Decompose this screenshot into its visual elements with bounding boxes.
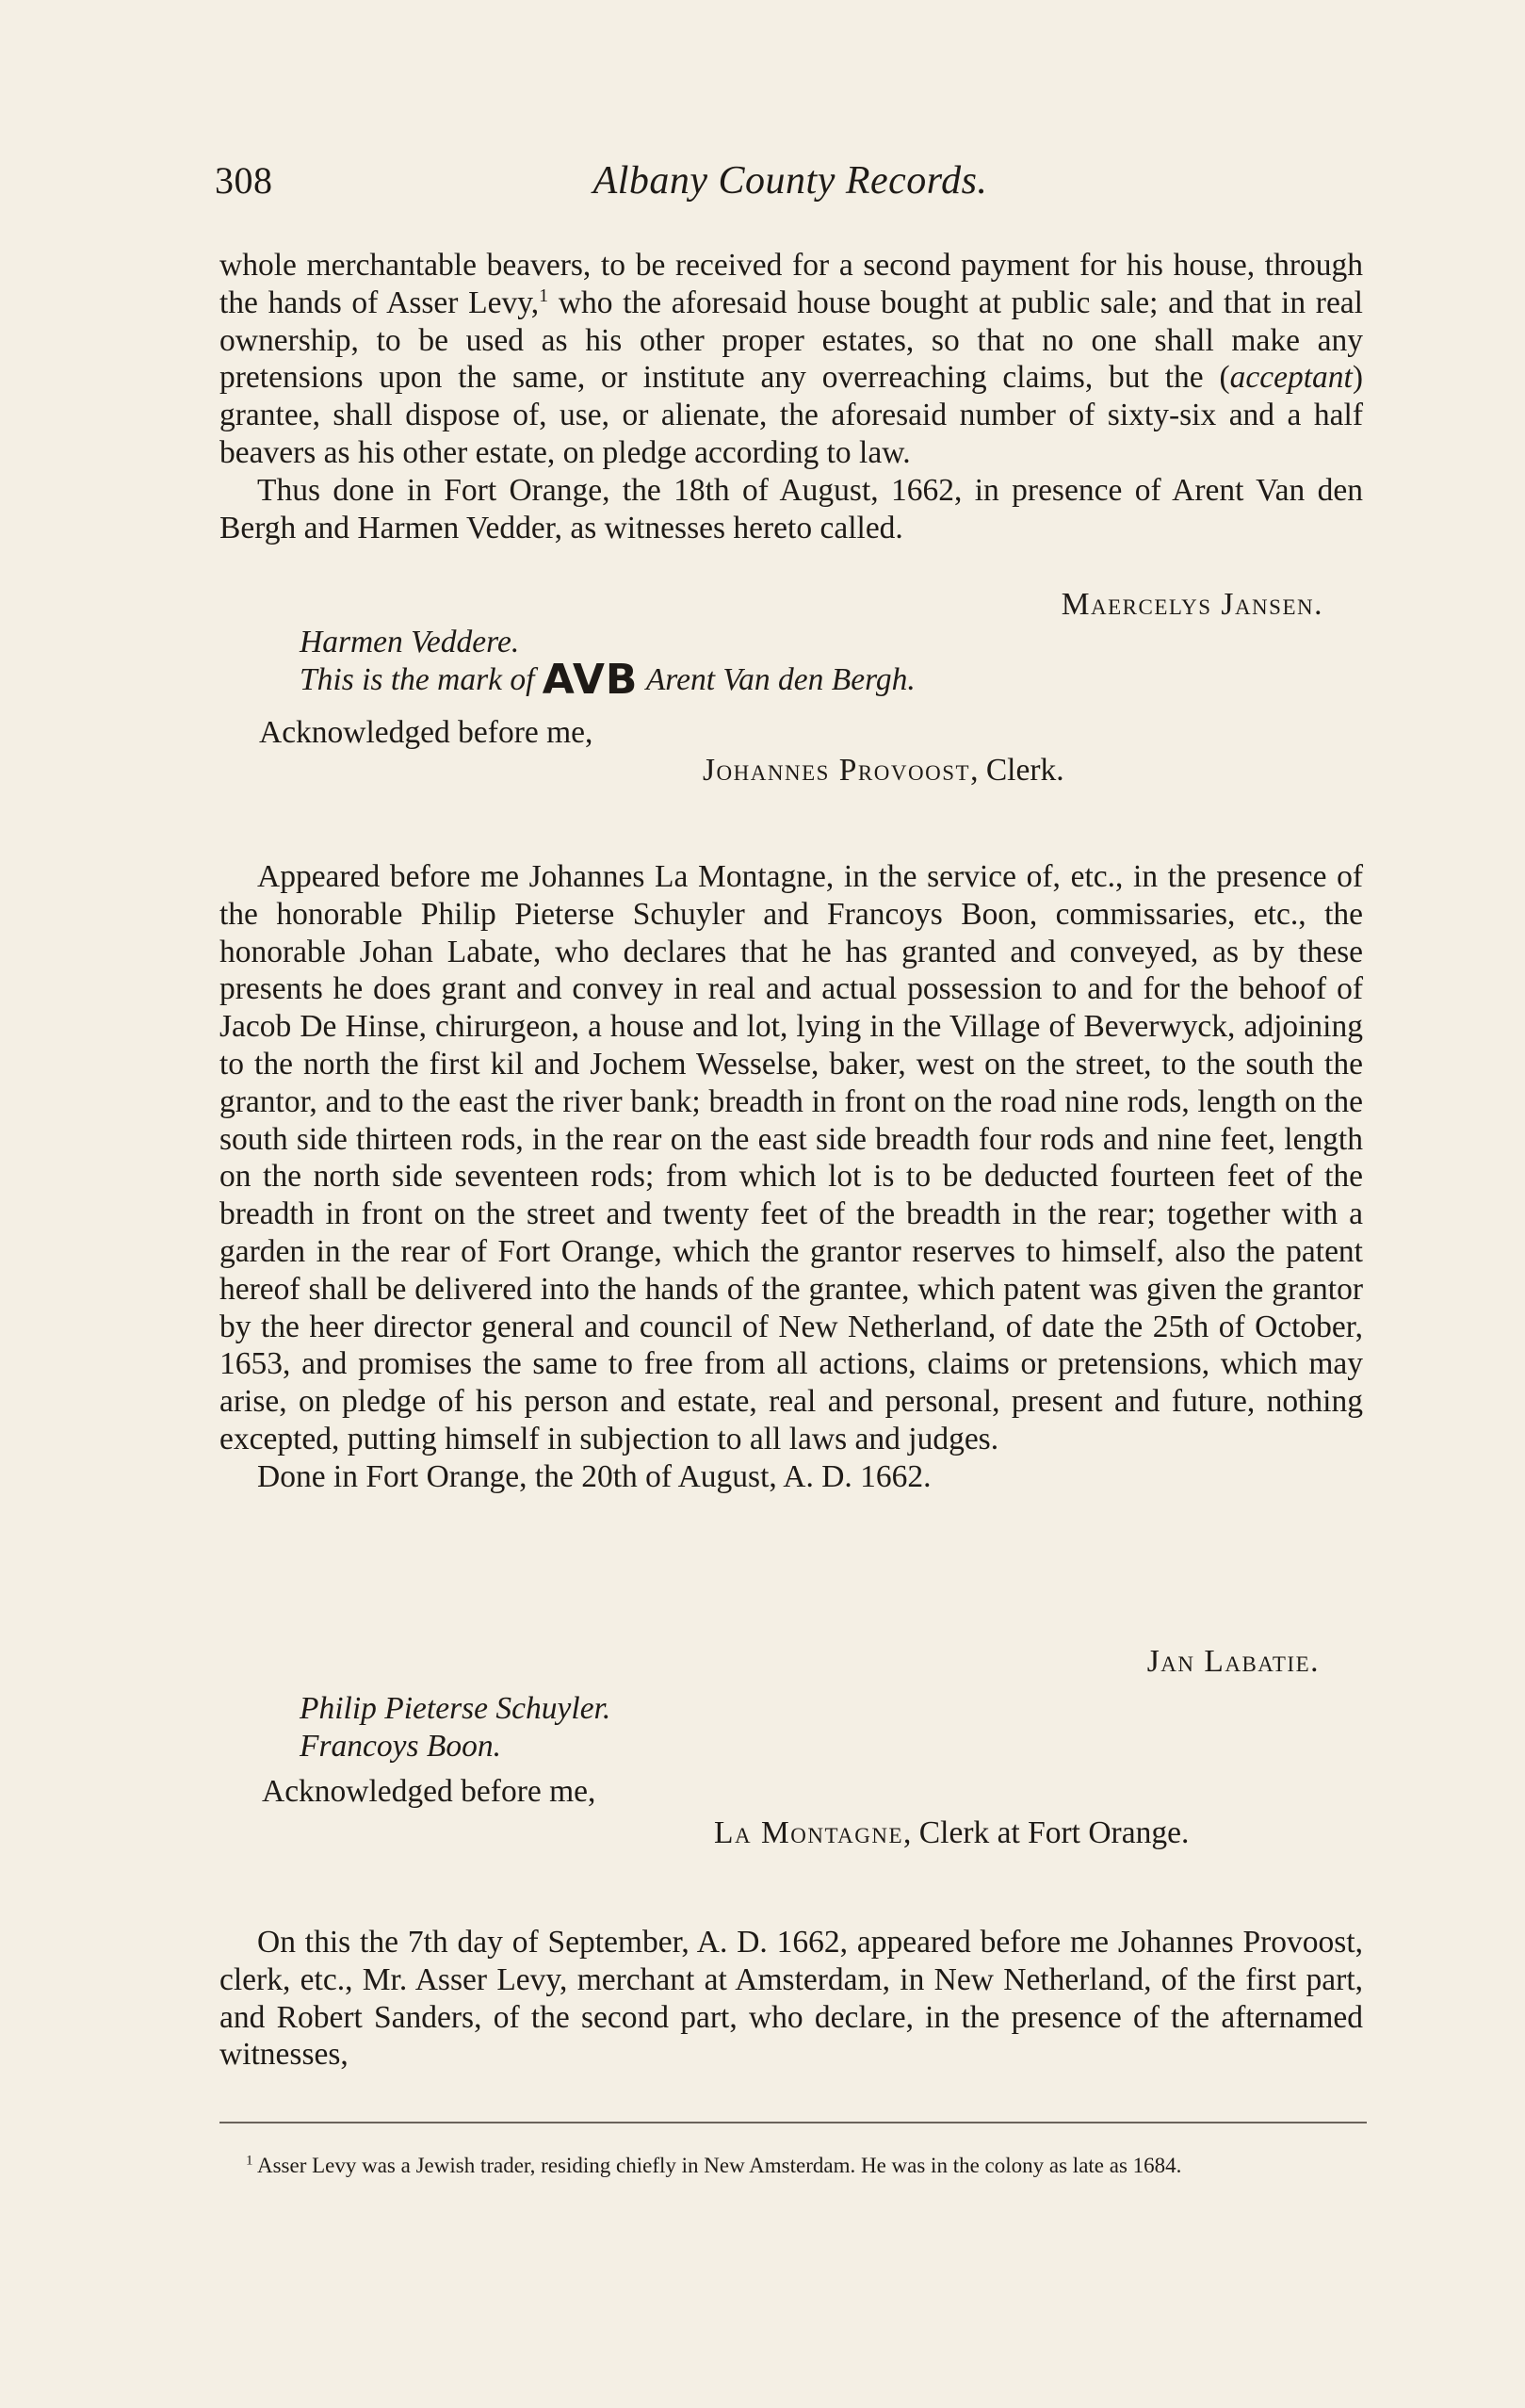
deed-1-witness-1: Harmen Veddere. [300,625,520,659]
deed-2-clerk-title: , Clerk at Fort Orange. [903,1815,1190,1850]
deed-1-body [219,247,1363,546]
deed-2-body [219,858,1363,1496]
deed-1-done: Thus done in Fort Orange, the 18th of August, 1662, in presence of Arent Van den Bergh and Harmen Vedder, as witnesses hereto called. [219,472,1363,545]
footnote-rule [219,2122,1367,2123]
page-number: 308 [215,159,273,202]
acceptant-term: acceptant [1229,360,1353,396]
deed-2-done: Done in Fort Orange, the 20th of August, A. D. 1662. [257,1458,932,1494]
deed-1-clerk-title: , Clerk. [970,753,1064,788]
deed-3-text: On this the 7th day of September, A. D. 1662, appeared before me Johannes Provoost, clerk, etc., Mr. Asser Levy, merchant at Amsterdam, in New Netherland, of the first part, and Robert Sanders, of the second part, who declare, in the presence of the afternamed witnesses, [219,1925,1363,2073]
deed-1-clerk [703,752,1064,789]
deed-1-acknowledged: Acknowledged before me, [259,715,593,750]
deed-2-clerk [714,1814,1189,1852]
footnote-marker: 1 [246,2153,253,2169]
deed-1-text-end: ) grantee, shall dispose of, use, or alienate, the aforesaid number of sixty-six and a half beavers as his other estate, on pledge according to law. [219,360,1363,470]
deed-2-acknowledged: Acknowledged before me, [262,1774,596,1809]
avb-mark: AVB [542,656,639,704]
deed-2-witness-2: Francoys Boon. [300,1729,501,1764]
deed-3-body [219,1924,1363,2074]
mark-name: Arent Van den Bergh. [645,662,916,697]
deed-1-witness-2 [300,656,916,704]
deed-2-witness-1: Philip Pieterse Schuyler. [300,1691,611,1726]
running-head: Albany County Records. [592,159,988,203]
page-header [215,158,1366,215]
deed-2-clerk-name: La Montagne [714,1815,904,1850]
mark-intro: This is the mark of [300,662,535,697]
footnote-reference[interactable]: 1 [539,285,549,306]
deed-1-clerk-name: Johannes Provoost [703,753,971,788]
deed-1-text-cont: who the aforesaid house bought at public sale; and that in real ownership, to be used as his other proper estates, so that no one shall make any pretensions upon the same, or institute any overreaching claims, but the ( [219,285,1363,396]
deed-2-signer: Jan Labatie. [1146,1644,1320,1679]
deed-1-text: whole merchantable beavers, to be received for a second payment for his house, through the hands of Asser Levy, [219,248,1363,320]
footnote-text: Asser Levy was a Jewish trader, residing chiefly in New Amsterdam. He was in the colony as late as 1684. [252,2154,1182,2177]
footnote [219,2155,1371,2176]
deed-1-signer: Maercelys Jansen. [1061,587,1323,622]
deed-2-text: Appeared before me Johannes La Montagne, in the service of, etc., in the presence of the honorable Philip Pieterse Schuyler and Francoys Boon, commissaries, etc., the honorable Johan Labate, who declares that he has granted and conveyed, as by these presents he does grant and convey in real and actual possession to and for the behoof of Jacob De Hinse, chirurgeon, a house and lot, lying in the Village of Beverwyck, adjoining to the north the first kil and Jochem Wesselse, baker, west on the street, to the south the grantor, and to the east the river bank; breadth in front on the road nine rods, length on the south side thirteen rods, in the rear on the east side breadth four rods and nine feet, length on the north side seventeen rods; from which lot is to be deducted fourteen feet of the breadth in front on the street and twenty feet of the breadth in the rear; together with a garden in the rear of Fort Orange, which the grantor reserves to himself, also the patent hereof shall be delivered into the hands of the grantee, which patent was given the grantor by the heer director general and council of New Netherland, of date the 25th of October, 1653, and promises the same to free from all actions, claims or pretensions, which may arise, on pledge of his person and estate, real and personal, present and future, nothing excepted, putting himself in subjection to all laws and judges. [219,859,1363,1456]
